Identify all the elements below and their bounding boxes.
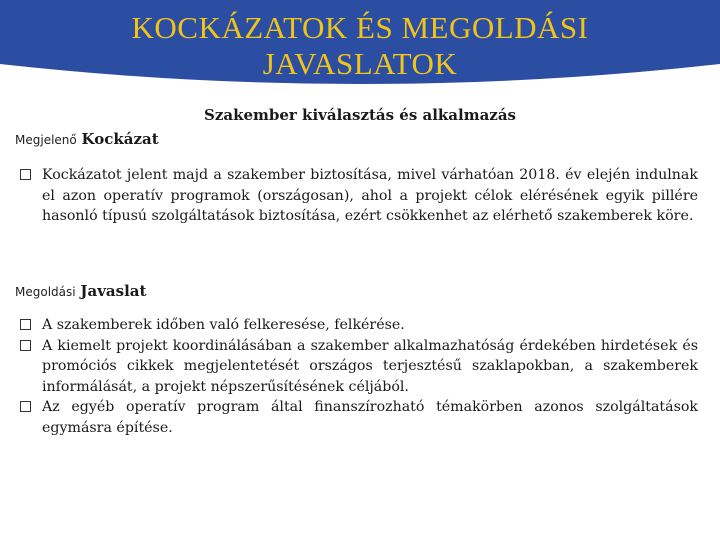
page-subtitle: Szakember kiválasztás és alkalmazás (204, 106, 516, 124)
page-title-line1: KOCKÁZATOK ÉS MEGOLDÁSI (131, 10, 589, 45)
page-title (0, 10, 720, 82)
checkbox-square-icon (20, 319, 31, 330)
checkbox-square-icon (20, 401, 31, 412)
risk-heading (15, 130, 159, 148)
list-item (20, 336, 698, 398)
list-item (20, 397, 698, 438)
solution-heading-prefix: Megoldási (15, 285, 76, 299)
solution-heading-word: Javaslat (80, 282, 147, 300)
page-title-line2: JAVASLATOK (262, 46, 458, 81)
list-item-text: A szakemberek időben való felkeresése, felkérése. (42, 317, 405, 333)
list-item-text: Az egyéb operatív program által finanszírozható témakörben azonos szolgáltatások egymásra építése. (42, 399, 698, 436)
list-item-text: A kiemelt projekt koordinálásában a szakember alkalmazhatóság érdekében hirdetések és promóciós cikkek megjelentetését országos terjesztésű szaklapokban, a szakemberek informálását, a projekt népszerűsítésének céljából. (42, 337, 698, 395)
risk-heading-prefix: Megjelenő (15, 133, 77, 147)
solution-list (20, 315, 698, 438)
risk-heading-word: Kockázat (81, 130, 159, 148)
solution-heading (15, 282, 146, 300)
risk-list (20, 165, 698, 227)
list-item-text: Kockázatot jelent majd a szakember biztosítása, mivel várhatóan 2018. év elején indulnak el azon operatív programok (országosan), ahol a projekt célok elérésének egyik pillére hasonló típusú szolgáltatások biztosítása, ezért csökkenhet az elérhető szakemberek köre. (42, 167, 698, 224)
list-item (20, 315, 698, 336)
list-item (20, 165, 698, 227)
checkbox-square-icon (20, 340, 31, 351)
header-banner (0, 0, 720, 92)
checkbox-square-icon (20, 169, 31, 180)
